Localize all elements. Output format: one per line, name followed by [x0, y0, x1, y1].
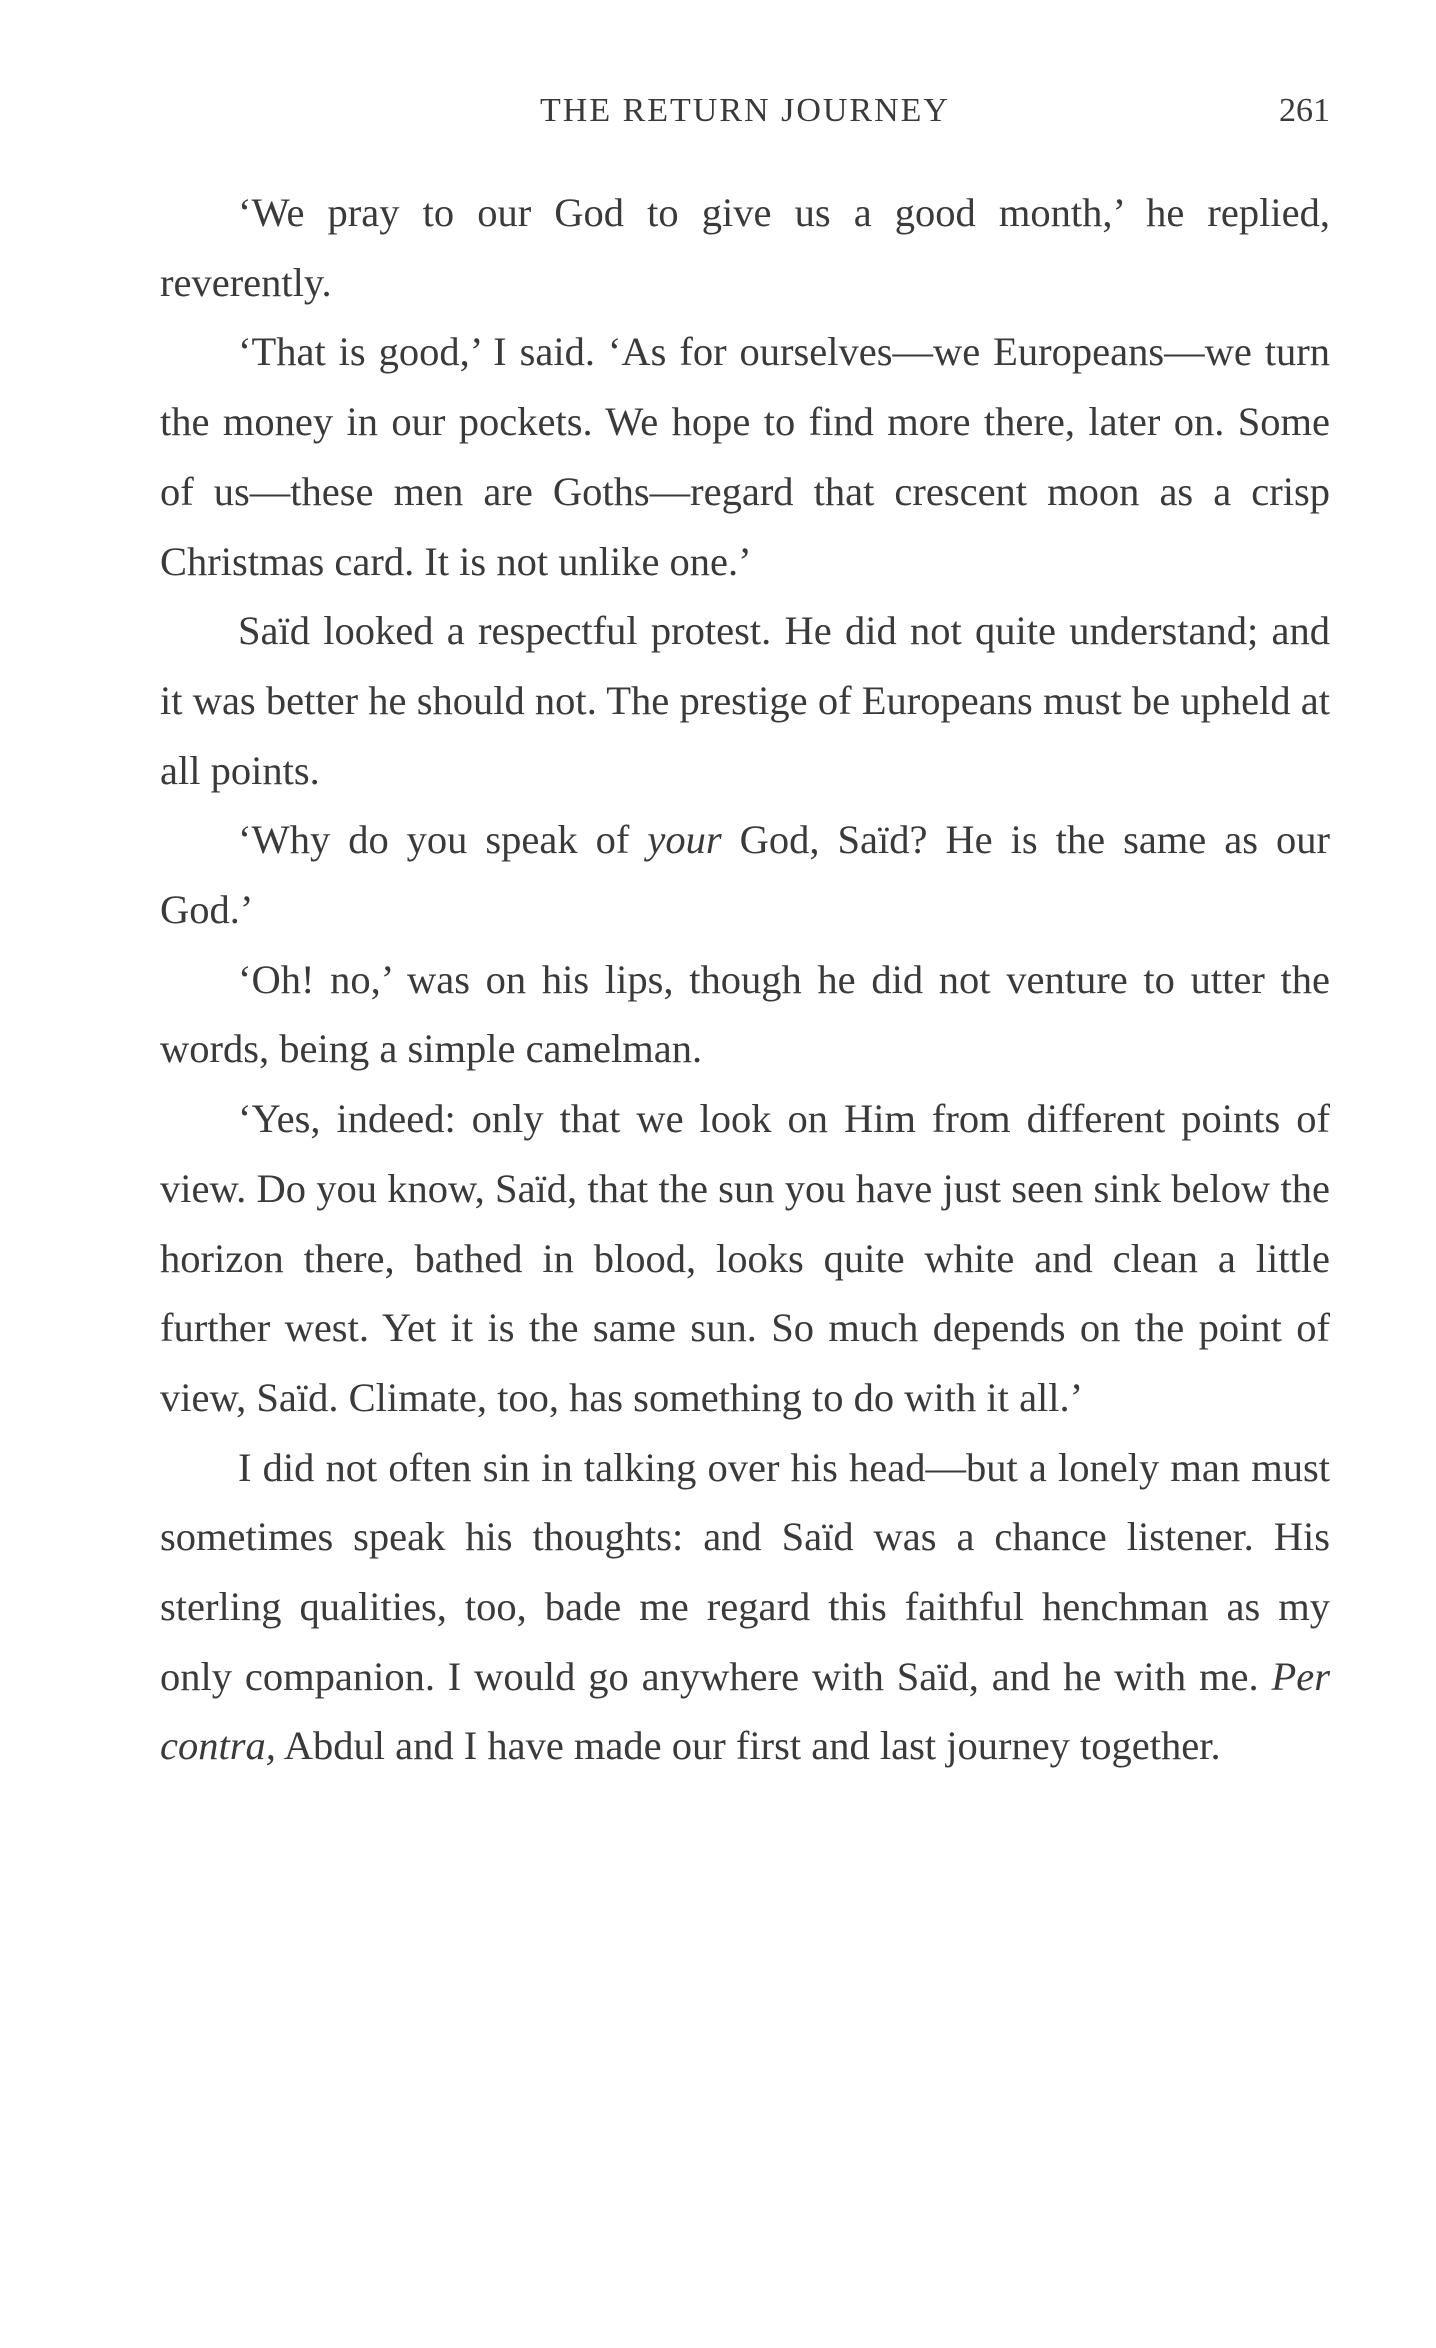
paragraph-text: I did not often sin in talking over his head—but a lonely man must sometimes speak his thoughts: and Saïd was a chance listener. His sterling qualities, too, bade me regard this faithful henchman as my only companion. I would go anywhere with Saïd, and he with me. [160, 1444, 1330, 1699]
paragraph-text: God, Saïd? He is the same as our God.’ [160, 817, 1330, 933]
italic-emphasis: your [647, 817, 722, 863]
paragraph-text: ‘Why do you speak of [238, 817, 648, 863]
running-title: THE RETURN JOURNEY [540, 92, 950, 129]
paragraph-text: ‘Oh! no,’ was on his lips, though he did not venture to utter the words, being a simple camelman. [160, 956, 1330, 1072]
paragraph [160, 1084, 1330, 1433]
italic-phrase: Per contra, [160, 1653, 1330, 1769]
paragraph [160, 805, 1330, 944]
running-header [160, 92, 1330, 136]
paragraph-text: ‘Yes, indeed: only that we look on Him from different points of view. Do you know, Saïd, that the sun you have just seen sink below the horizon there, bathed in blood, looks quite white and clean a little further west. Yet it is the same sun. So much depends on the point of view, Saïd. Climate, too, has something to do with it all.’ [160, 1096, 1330, 1420]
paragraph [160, 945, 1330, 1084]
paragraph [160, 317, 1330, 596]
paragraph [160, 178, 1330, 317]
page-number: 261 [1279, 92, 1330, 129]
paragraph-text: ‘We pray to our God to give us a good month,’ he replied, reverently. [160, 190, 1330, 305]
paragraph [160, 596, 1330, 805]
paragraph-text: Abdul and I have made our first and last journey together. [275, 1723, 1221, 1769]
paragraph [160, 1433, 1330, 1782]
paragraph-text: Saïd looked a respectful protest. He did not quite understand; and it was better he should not. The prestige of Europeans must be upheld at all points. [160, 608, 1330, 793]
paragraph-text: ‘That is good,’ I said. ‘As for ourselves—we Europeans—we turn the money in our pockets. We hope to find more there, later on. Some of us—these men are Goths—regard that crescent moon as a crisp Christmas card. It is not unlike one.’ [160, 329, 1330, 584]
body-text [160, 178, 1330, 1781]
